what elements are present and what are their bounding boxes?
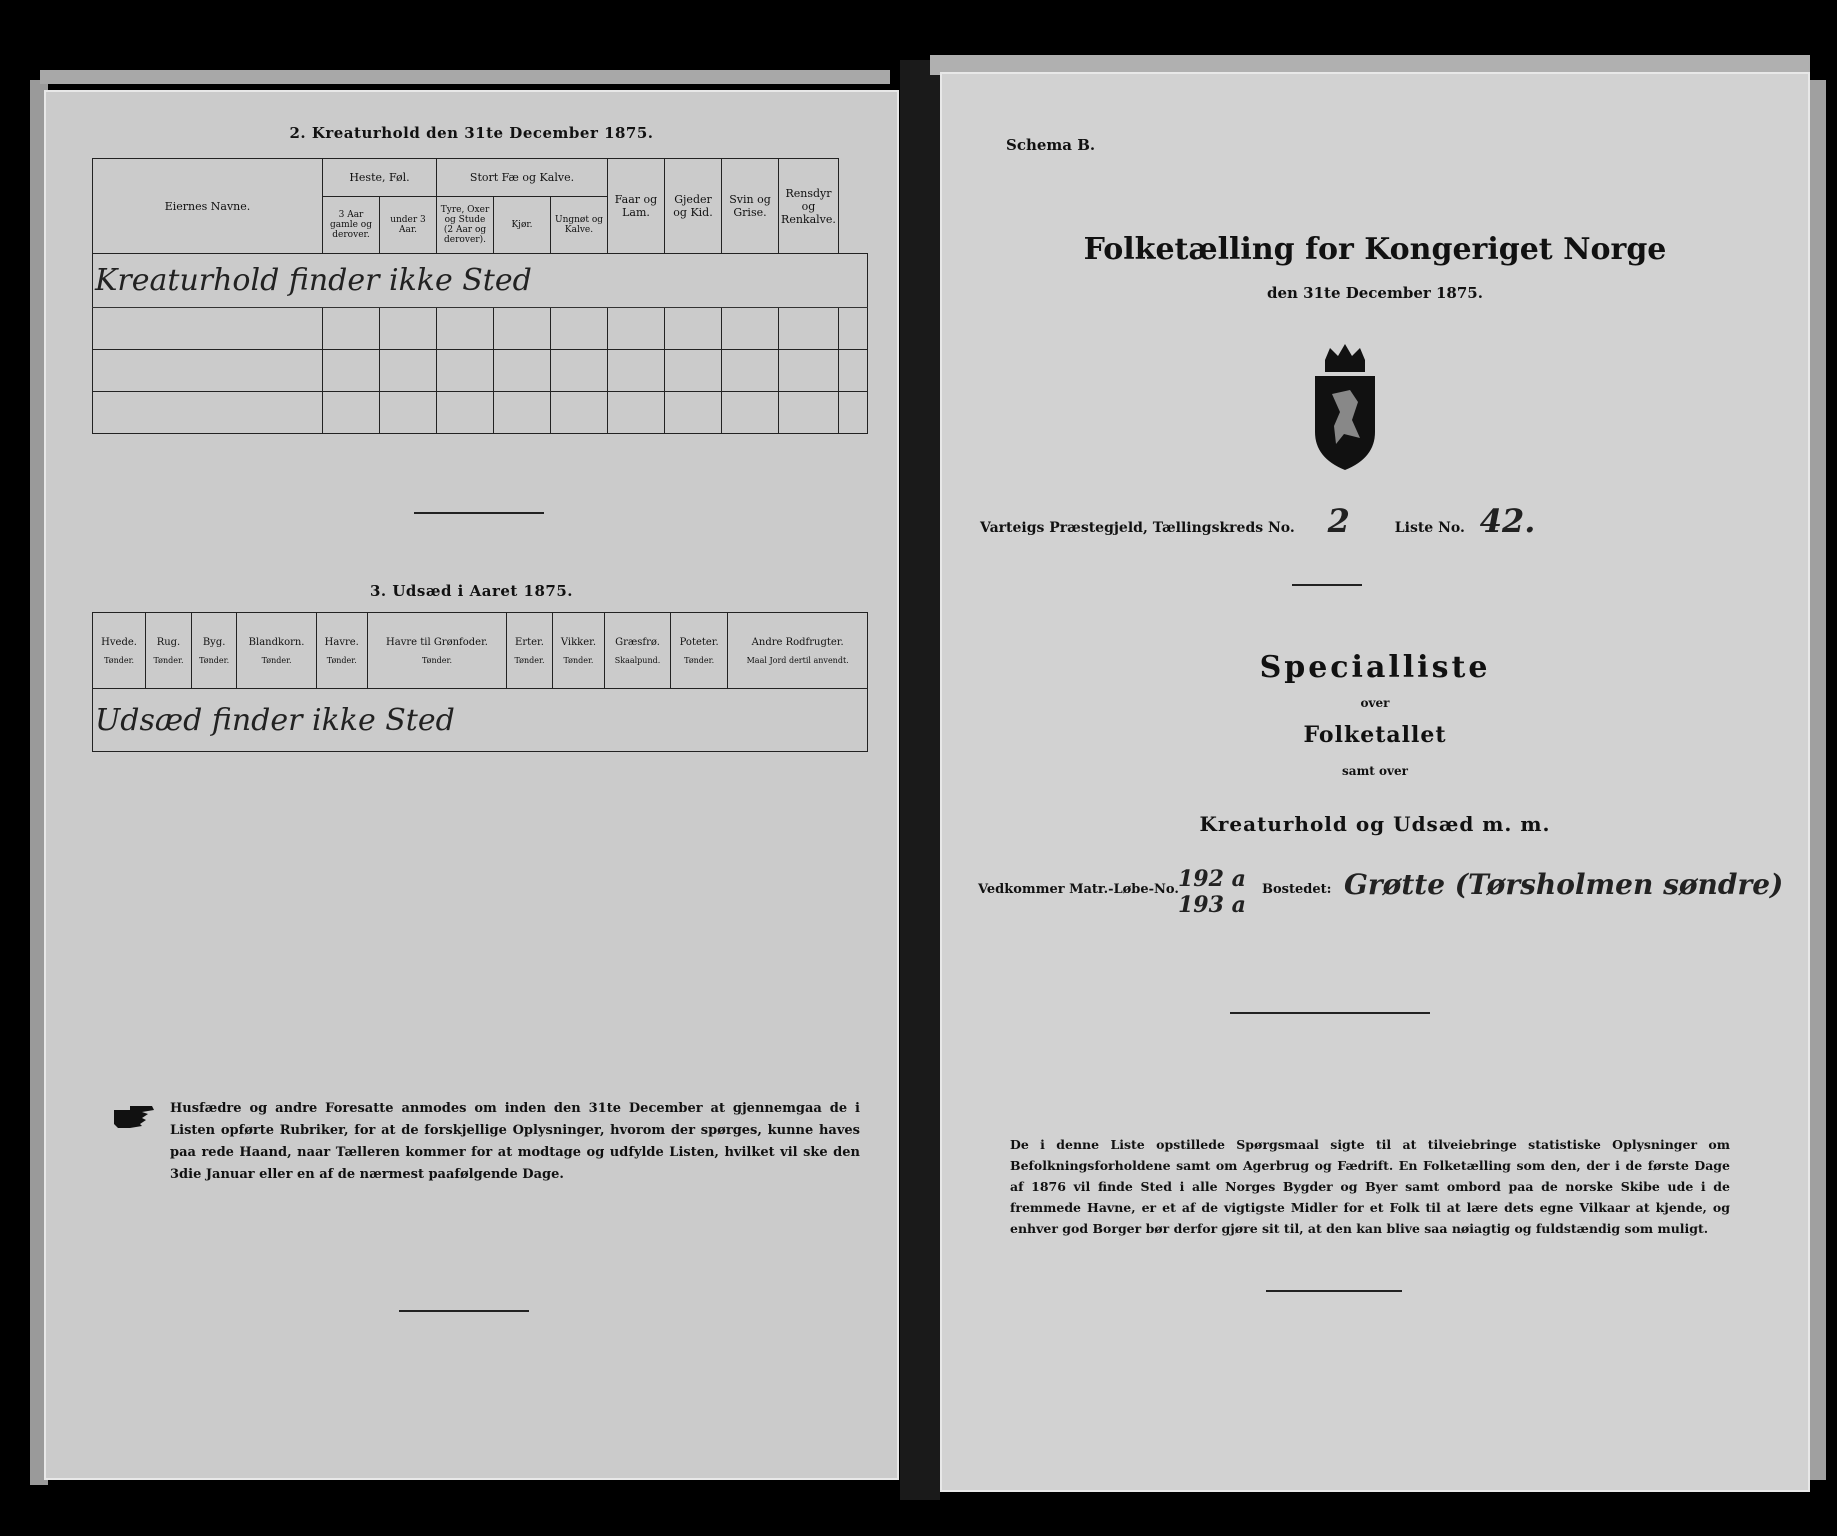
seed-col-unit: Tønder. — [421, 655, 452, 665]
seed-col-8 — [605, 613, 671, 689]
livestock-handwritten: Kreaturhold finder ikke Sted — [95, 262, 532, 298]
seed-col-4 — [316, 613, 367, 689]
sub-stort-3: Ungnøt og Kalve. — [551, 196, 608, 254]
prestegjeld-label: Varteigs Præstegjeld, Tællingskreds No. — [980, 520, 1295, 536]
section2-title: 2. Kreaturhold den 31te December 1875. — [289, 124, 654, 142]
seed-handwritten: Udsæd finder ikke Sted — [95, 702, 455, 738]
seed-col-7 — [552, 613, 604, 689]
seed-col-0 — [93, 613, 146, 689]
seed-col-unit: Tønder. — [563, 655, 594, 665]
folketallet-heading: Folketallet — [1303, 722, 1447, 748]
pointing-hand-icon — [112, 1102, 156, 1132]
seed-col-6 — [507, 613, 553, 689]
col-heste-header: Heste, Føl. — [323, 159, 437, 197]
seed-col-label: Rug. — [156, 636, 181, 648]
prestegjeld-line — [980, 502, 1780, 540]
schema-label: Schema B. — [1006, 136, 1096, 154]
sub-heste-1: 3 Aar gamle og derover. — [323, 196, 380, 254]
col-faar-header: Faar og Lam. — [608, 159, 665, 254]
seed-handwritten-row — [93, 689, 868, 752]
seed-col-label: Byg. — [202, 636, 226, 648]
sub-stort-2: Kjør. — [494, 196, 551, 254]
instruction-note: Husfædre og andre Foresatte anmodes om inden den 31te December at gjennemgaa de i Listen opførte Rubriker, for at de forskjellige Oplysninger, hvorom der spørges, kunne haves paa rede Haand, naar Tælleren kommer for at modtage og udfylde Listen, hvilket vil ske den 3die Januar eller en af de nærmest paafølgende Dage. — [170, 1101, 860, 1182]
seed-col-label: Blandkorn. — [248, 636, 305, 648]
over-label: over — [1360, 696, 1390, 710]
norwegian-coat-of-arms-icon — [1300, 342, 1390, 472]
seed-col-10 — [728, 613, 868, 689]
matrikkel-label: Vedkommer Matr.-Løbe-No. — [978, 882, 1179, 897]
matrikkel-line — [978, 866, 1798, 932]
col-rensdyr-header: Rensdyr og Renkalve. — [779, 159, 839, 254]
seed-col-unit: Tønder. — [153, 655, 184, 665]
mid-rule — [1230, 1012, 1430, 1014]
seed-col-label: Havre. — [324, 636, 359, 648]
sub-stort-1: Tyre, Oxer og Stude (2 Aar og derover). — [437, 196, 494, 254]
main-title: Folketælling for Kongeriget Norge — [1083, 232, 1667, 267]
kreaturhold-heading: Kreaturhold og Udsæd m. m. — [1199, 812, 1551, 836]
left-page — [44, 90, 899, 1480]
seed-col-label: Vikker. — [560, 636, 597, 648]
seed-col-unit: Tønder. — [514, 655, 545, 665]
divider-rule — [414, 512, 544, 514]
section3-title: 3. Udsæd i Aaret 1875. — [369, 582, 574, 600]
col-stort-header: Stort Fæ og Kalve. — [437, 159, 608, 197]
seed-col-2 — [191, 613, 237, 689]
bottom-rule — [399, 1310, 529, 1312]
seed-col-unit: Tønder. — [104, 655, 135, 665]
livestock-table — [92, 158, 868, 434]
handwritten-row — [93, 254, 868, 307]
seed-col-unit: Tønder. — [261, 655, 292, 665]
col-owner-header: Eiernes Navne. — [93, 159, 323, 254]
seed-col-1 — [146, 613, 192, 689]
seed-col-unit: Tønder. — [326, 655, 357, 665]
seed-col-unit: Tønder. — [199, 655, 230, 665]
seed-col-9 — [670, 613, 727, 689]
seed-table — [92, 612, 868, 752]
sub-heste-2: under 3 Aar. — [380, 196, 437, 254]
col-svin-header: Svin og Grise. — [722, 159, 779, 254]
seed-col-label: Havre til Grønfoder. — [386, 636, 488, 648]
specialliste-heading: Specialliste — [1259, 650, 1491, 685]
liste-label: Liste No. — [1394, 520, 1465, 536]
seed-col-unit: Skaalpund. — [614, 655, 661, 665]
seed-col-unit: Maal Jord dertil anvendt. — [746, 655, 849, 665]
seed-col-unit: Tønder. — [684, 655, 715, 665]
matrikkel-number-1: 192 a — [1178, 866, 1246, 892]
samt-over-label: samt over — [1342, 764, 1408, 778]
seed-col-3 — [237, 613, 316, 689]
seed-col-label: Hvede. — [101, 636, 137, 648]
seed-col-label: Erter. — [515, 636, 544, 648]
kreds-number: 2 — [1327, 502, 1350, 540]
seed-col-label: Andre Rodfrugter. — [751, 636, 844, 648]
title-rule — [1292, 584, 1362, 586]
seed-col-5 — [367, 613, 506, 689]
intro-paragraph: De i denne Liste opstillede Spørgsmaal sigte til at tilveiebringe statistiske Oplysninger om Befolkningsforholdene samt om Agerbrug og Fædrift. En Folketælling som den, der i de første Dage af 1876 vil finde Sted i alle Norges Bygder og Byer samt ombord paa de norske Skibe ude i de fremmede Havne, er et af de vigtigste Midler for et Folk til at lære dets egne Vilkaar at kjende, og enhver god Borger bør derfor gjøre sit til, at den kan blive saa nøiagtig og fuldstændig som muligt. — [1010, 1137, 1730, 1236]
footer-rule — [1266, 1290, 1402, 1292]
bostedet-value: Grøtte (Tørsholmen søndre) — [1344, 868, 1784, 901]
bostedet-label: Bostedet: — [1262, 882, 1332, 897]
liste-number: 42. — [1479, 502, 1536, 540]
right-page — [940, 72, 1810, 1492]
col-gjeder-header: Gjeder og Kid. — [665, 159, 722, 254]
seed-col-label: Poteter. — [679, 636, 719, 648]
seed-col-label: Græsfrø. — [615, 636, 660, 648]
census-date: den 31te December 1875. — [1267, 284, 1483, 302]
matrikkel-number-2: 193 a — [1178, 892, 1246, 918]
